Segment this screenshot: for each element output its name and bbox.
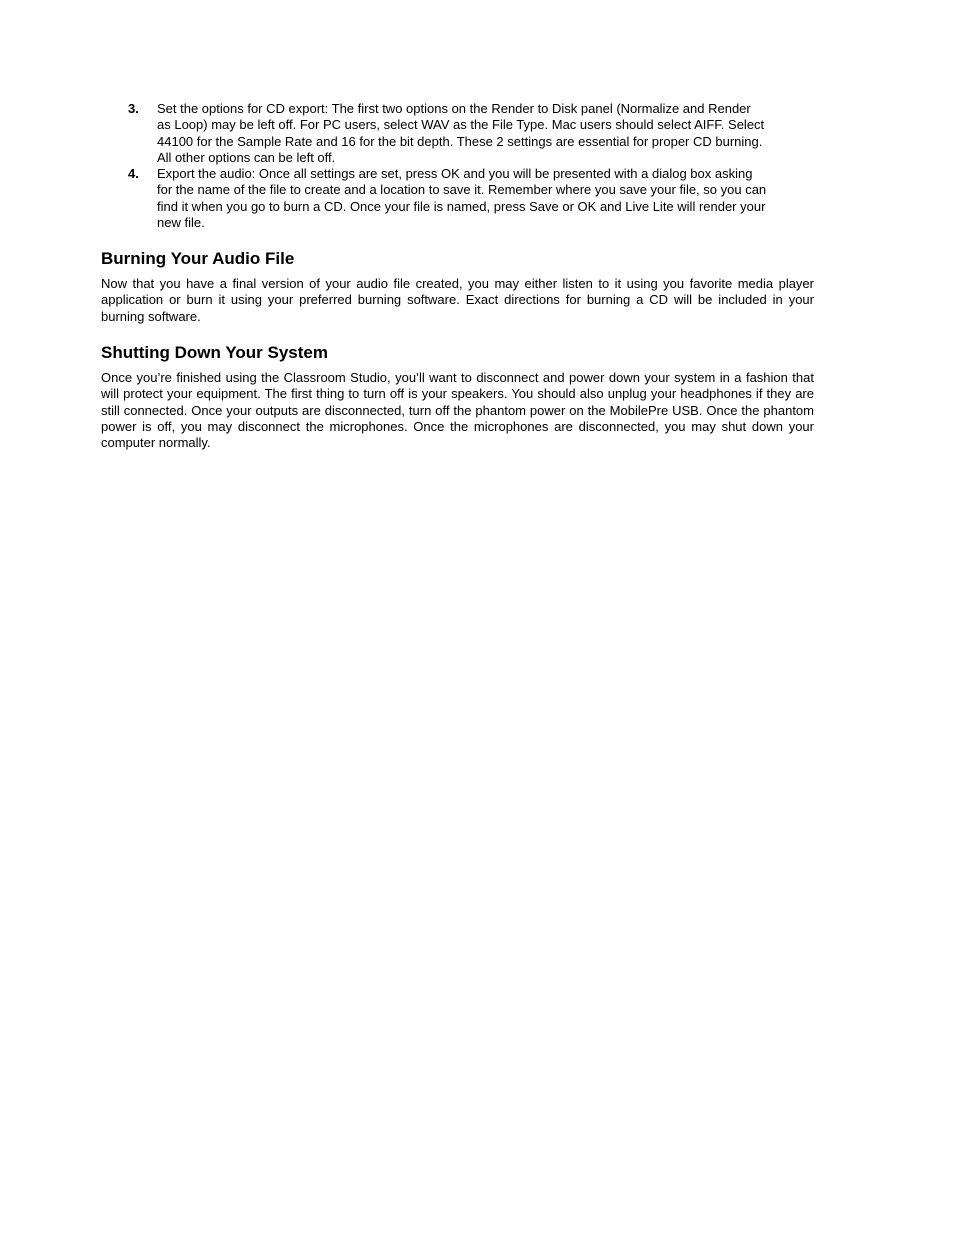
numbered-steps-list	[128, 101, 768, 231]
section-heading: Shutting Down Your System	[101, 343, 328, 362]
step-number: 3.	[128, 101, 139, 116]
section-body: Once you’re finished using the Classroom Studio, you’ll want to disconnect and power down your system in a fashion that will protect your equipment. The first thing to turn off is your speakers. You should also unplug your headphones if they are still connected. Once your outputs are disconnected, turn off the phantom power on the MobilePre USB. Once the phantom power is off, you may disconnect the microphones. Once the microphones are disconnected, you may shut down your computer normally.	[101, 370, 814, 451]
section-shutting-down-system	[101, 343, 814, 451]
step-text: Set the options for CD export: The first two options on the Render to Disk panel (Normalize and Render as Loop) may be left off. For PC users, select WAV as the File Type. Mac users should select AIFF. Select 44100 for the Sample Rate and 16 for the bit depth. These 2 settings are essential for proper CD burning. All other options can be left off.	[157, 101, 765, 165]
step-item	[128, 166, 768, 231]
step-text: Export the audio: Once all settings are set, press OK and you will be presented with a dialog box asking for the name of the file to create and a location to save it. Remember where you save your file, so you can find it when you go to burn a CD. Once your file is named, press Save or OK and Live Lite will render your new file.	[157, 166, 767, 231]
section-body: Now that you have a final version of your audio file created, you may either listen to it using you favorite media player application or burn it using your preferred burning software. Exact directions for burning a CD will be included in your burning software.	[101, 276, 814, 324]
step-number: 4.	[128, 166, 139, 182]
step-item	[128, 101, 768, 166]
section-burning-audio-file	[101, 249, 814, 325]
section-heading: Burning Your Audio File	[101, 249, 295, 268]
